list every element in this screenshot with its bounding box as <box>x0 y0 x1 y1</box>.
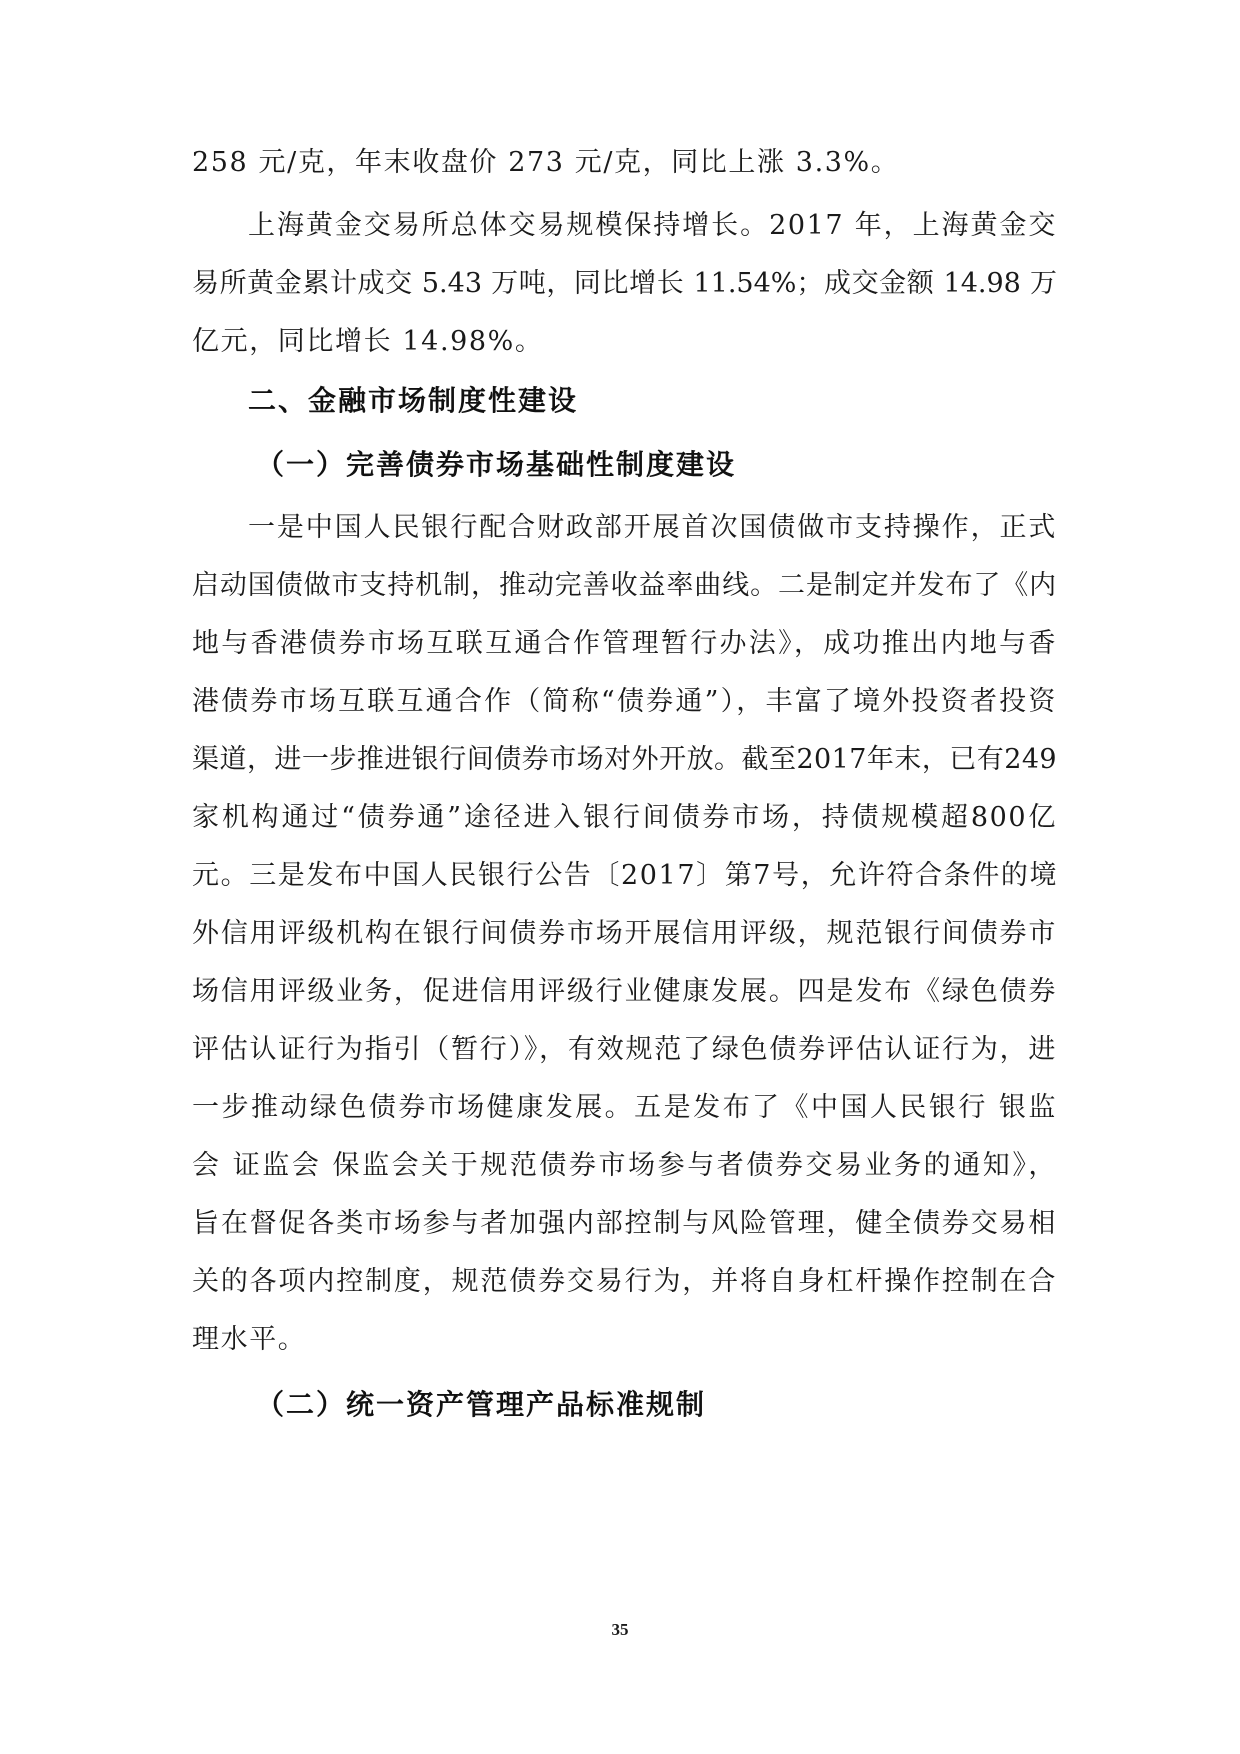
paragraph-line: 会 证监会 保监会关于规范债券市场参与者债券交易业务的通知》， <box>192 1150 1057 1181</box>
page-number: 35 <box>611 1620 629 1639</box>
paragraph-line: 渠道，进一步推进银行间债券市场对外开放。截至2017年末，已有249 <box>192 744 1057 775</box>
paragraph-line: 评估认证行为指引（暂行）》，有效规范了绿色债券评估认证行为，进 <box>192 1034 1057 1065</box>
subsection-heading: （一）完善债券市场基础性制度建设 <box>256 448 737 481</box>
section-heading: 二、金融市场制度性建设 <box>248 384 579 417</box>
paragraph-line: 理水平。 <box>192 1324 307 1355</box>
paragraph-line: 一步推动绿色债券市场健康发展。五是发布了《中国人民银行 银监 <box>192 1092 1057 1123</box>
paragraph-line: 家机构通过“债券通”途径进入银行间债券市场，持债规模超800亿 <box>192 802 1057 833</box>
paragraph-line: 旨在督促各类市场参与者加强内部控制与风险管理，健全债券交易相 <box>192 1208 1057 1239</box>
paragraph-line: 易所黄金累计成交 5.43 万吨，同比增长 11.54%；成交金额 14.98 万 <box>192 268 1057 299</box>
paragraph-line: 外信用评级机构在银行间债券市场开展信用评级，规范银行间债券市 <box>192 918 1057 949</box>
paragraph-line: 上海黄金交易所总体交易规模保持增长。2017 年，上海黄金交 <box>248 210 1057 241</box>
paragraph-line: 亿元，同比增长 14.98%。 <box>192 326 544 357</box>
paragraph-line: 启动国债做市支持机制，推动完善收益率曲线。二是制定并发布了《内 <box>192 570 1057 601</box>
paragraph-line: 元。三是发布中国人民银行公告〔2017〕第7号，允许符合条件的境 <box>192 860 1059 891</box>
paragraph-line: 关的各项内控制度，规范债券交易行为，并将自身杠杆操作控制在合 <box>192 1266 1057 1297</box>
paragraph-line: 一是中国人民银行配合财政部开展首次国债做市支持操作，正式 <box>248 512 1057 543</box>
subsection-heading: （二）统一资产管理产品标准规制 <box>256 1388 707 1421</box>
paragraph-line: 258 元/克，年末收盘价 273 元/克，同比上涨 3.3%。 <box>192 147 900 178</box>
paragraph-line: 地与香港债券市场互联互通合作管理暂行办法》，成功推出内地与香 <box>192 628 1057 659</box>
paragraph-line: 港债券市场互联互通合作（简称“债券通”），丰富了境外投资者投资 <box>192 686 1057 717</box>
paragraph-line: 场信用评级业务，促进信用评级行业健康发展。四是发布《绿色债券 <box>192 976 1057 1007</box>
